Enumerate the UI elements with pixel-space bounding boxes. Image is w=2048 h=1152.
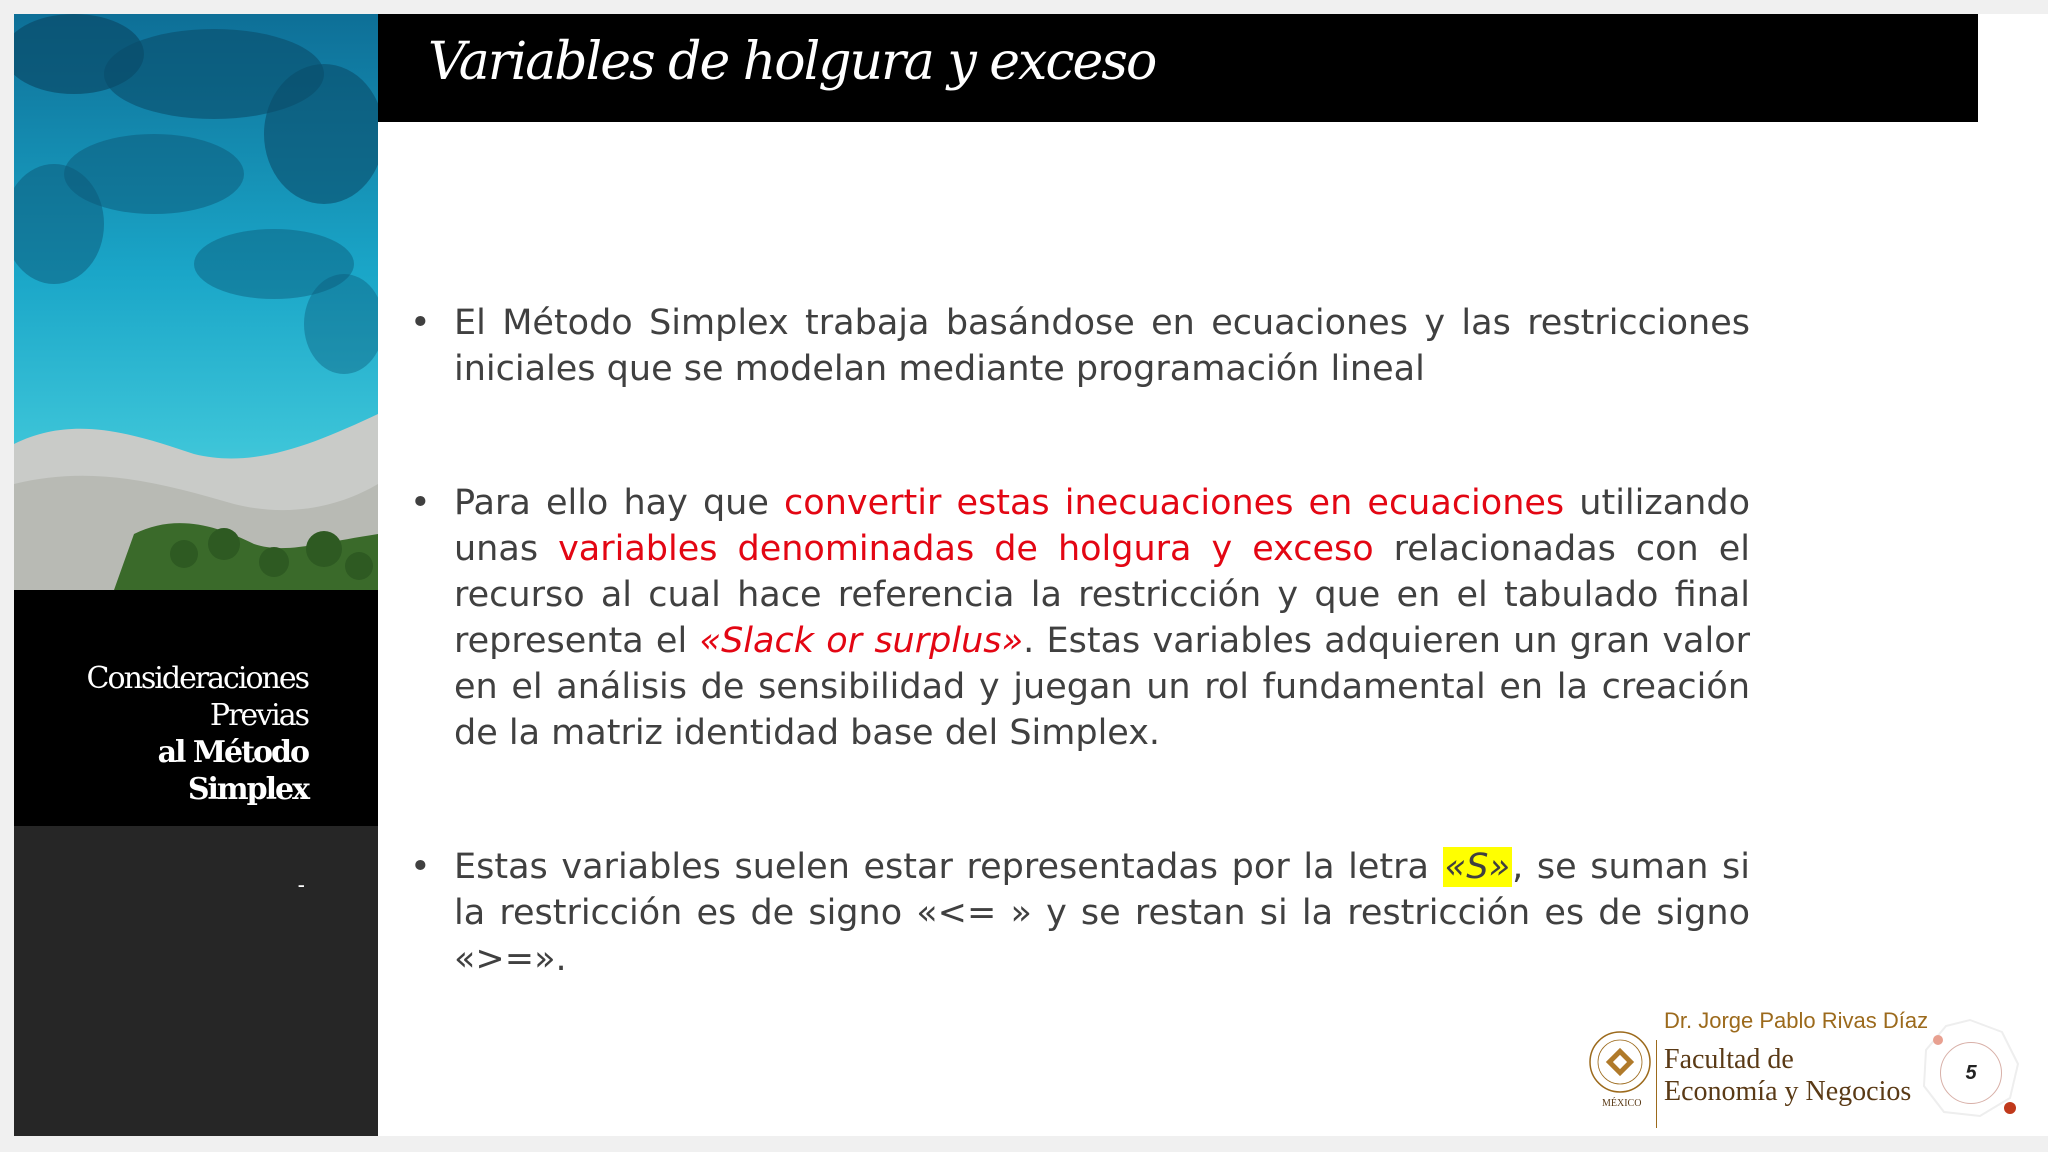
aerial-sea-photo	[14, 14, 378, 590]
bullet-item	[410, 480, 1750, 756]
title-bar	[378, 14, 1978, 122]
dash-marker: -	[297, 872, 305, 897]
emphasis-text: variables denominadas de holgura y exceso	[558, 529, 1374, 569]
section-title-line: Previas	[209, 698, 308, 733]
bullet-text: El Método Simplex trabaja basándose en ecuaciones y las restricciones iniciales que se modelan mediante programación lineal	[454, 303, 1750, 389]
bullet-text: Estas variables suelen estar representadas por la letra	[454, 847, 1443, 887]
faculty-line: Economía y Negocios	[1664, 1076, 1912, 1107]
sidebar-footer-panel	[14, 826, 378, 1136]
author-name: Dr. Jorge Pablo Rivas Díaz	[1664, 1008, 1929, 1033]
bullet-text: , se suman si la restricción es de signo «<= » y se restan si la restricción es de signo «>=».	[454, 847, 1750, 979]
slide	[14, 14, 2048, 1136]
bullet-text: utilizando unas	[454, 483, 1750, 569]
bullet-item	[410, 844, 1750, 982]
highlighted-letter: «S»	[1444, 847, 1511, 887]
seal-label: MÉXICO	[1602, 1098, 1642, 1109]
section-title	[87, 660, 308, 808]
section-title-line: al Método	[157, 735, 308, 770]
section-title-line: Consideraciones	[86, 661, 308, 696]
bullet-text: relacionadas con el recurso al cual hace referencia la restricción y que en el tabulado final representa el	[454, 529, 1750, 661]
emphasis-text: convertir estas inecuaciones en ecuaciones	[784, 483, 1565, 523]
slide-title: Variables de holgura y exceso	[428, 32, 1156, 92]
university-seal-icon	[1588, 1030, 1652, 1094]
section-title-line: Simplex	[187, 772, 308, 807]
slide-content	[410, 300, 1750, 982]
faculty-name	[1664, 1044, 1911, 1108]
bullet-item	[410, 300, 1750, 392]
section-panel	[14, 590, 378, 826]
faculty-line: Facultad de	[1664, 1044, 1794, 1075]
bullet-text: Para ello hay que	[454, 483, 785, 523]
logo-divider	[1656, 1040, 1657, 1128]
emphasis-text: «Slack or surplus»	[699, 621, 1024, 661]
page-number: 5	[1940, 1042, 2002, 1104]
bullet-text: . Estas variables adquieren un gran valor en el análisis de sensibilidad y juegan un rol fundamental en la creación de la matriz identidad base del Simplex.	[454, 621, 1751, 753]
